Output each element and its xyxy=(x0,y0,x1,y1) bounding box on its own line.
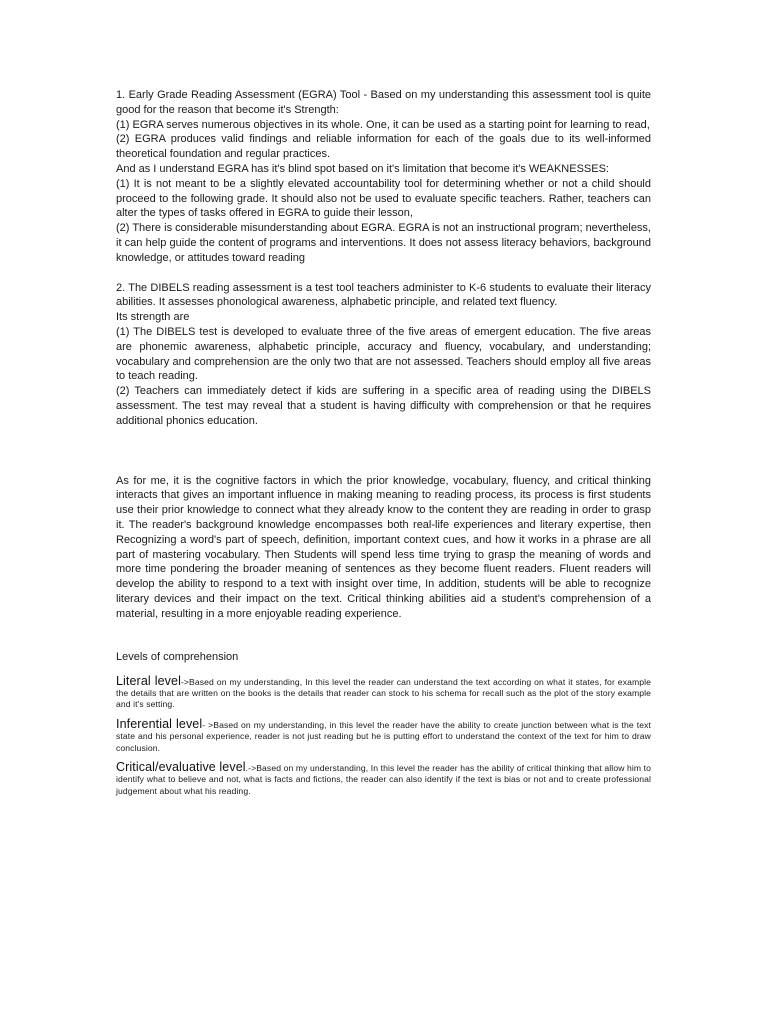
inferential-level-title: Inferential level xyxy=(116,716,203,731)
critical-level-text: .->Based on my understanding, In this level the reader has the ability of critical thinking that allow him to identify what to believe and not, what is facts and fictions, the reader can also identify if the text is bias or not and to create professional judgement about what his reading. xyxy=(116,762,652,796)
critical-level-title: Critical/evaluative level xyxy=(116,759,246,774)
egra-strength-1: (1) EGRA serves numerous objectives in its whole. One, it can be used as a starting point for learning to read, xyxy=(116,118,650,131)
inferential-level-item xyxy=(116,716,651,754)
critical-level-item xyxy=(116,759,652,797)
egra-strength-2: (2) EGRA produces valid findings and reliable information for each of the goals due to its well-informed theoretical foundation and regular practices. xyxy=(116,133,651,161)
dibels-intro: 2. The DIBELS reading assessment is a test tool teachers administer to K-6 students to evaluate their literacy abilities. It assesses phonological awareness, alphabetic principle, and related text fluency. xyxy=(116,281,651,309)
levels-heading: Levels of comprehension xyxy=(116,650,239,663)
literal-level-title: Literal level xyxy=(116,673,181,688)
dibels-section xyxy=(116,281,651,429)
egra-section xyxy=(116,88,651,266)
dibels-strength-2: (2) Teachers can immediately detect if kids are suffering in a specific area of reading using the DIBELS assessment. The test may reveal that a student is having difficulty with comprehension or that he requires additional phonics education. xyxy=(116,385,651,427)
literal-level-text: ->Based on my understanding, In this level the reader can understand the text according on what it states, for example the details that are written on the books is the details that reader can stock to his schema for recall such as the plot of the story example and it's setting. xyxy=(116,676,651,710)
dibels-strength-heading: Its strength are xyxy=(116,311,190,324)
egra-weakness-intro: And as I understand EGRA has it's blind spot based on it's limitation that become it's WEAKNESSES: xyxy=(116,162,609,175)
inferential-level-text: - >Based on my understanding, in this level the reader have the ability to create junction between what is the text state and his personal experience, reader is not just reading but he is putting effort to understand the context of the text for him to draw conclusion. xyxy=(116,719,651,753)
cognitive-factors-section xyxy=(116,474,651,622)
document-page xyxy=(116,88,651,797)
dibels-strength-1: (1) The DIBELS test is developed to evaluate three of the five areas of emergent education. The five areas are phonemic awareness, alphabetic principle, accuracy and fluency, vocabulary, and understanding; vocabulary and comprehension are the only two that are not assessed. Teachers should employ all five areas to teach reading. xyxy=(116,325,651,383)
egra-intro: 1. Early Grade Reading Assessment (EGRA) Tool - Based on my understanding this assessment tool is quite good for the reason that become it's Strength: xyxy=(116,89,651,116)
egra-weakness-1: (1) It is not meant to be a slightly elevated accountability tool for determining whether or not a child should proceed to the following grade. It should also not be used to evaluate specific teachers. Rather, teachers can alter the types of tasks offered in EGRA to guide their lesson, xyxy=(116,177,651,220)
egra-weakness-2: (2) There is considerable misunderstanding about EGRA. EGRA is not an instructional program; nevertheless, it can help guide the content of programs and interventions. It does not assess literacy behaviors, background knowledge, or attitudes toward reading xyxy=(116,222,651,264)
cognitive-factors-paragraph: As for me, it is the cognitive factors in which the prior knowledge, vocabulary, fluency, and critical thinking interacts that gives an important influence in making meaning to reading process, its process is first students use their prior knowledge to connect what they already know to the content they are reading in order to grasp it. The reader's background knowledge encompasses both real-life experiences and literary expertise, then Recognizing a word's part of speech, definition, important context cues, and how it works in a phrase are all part of mastering vocabulary. Then Students will spend less time trying to grasp the meaning of words and more time pondering the broader meaning of sentences as they become fluent readers. Fluent readers will develop the ability to respond to a text with insight over time, In addition, students will be able to recognize literary devices and their impact on the text. Critical thinking abilities aid a student's comprehension of a material, resulting in a more enjoyable reading experience. xyxy=(116,474,651,620)
literal-level-item xyxy=(116,673,651,711)
